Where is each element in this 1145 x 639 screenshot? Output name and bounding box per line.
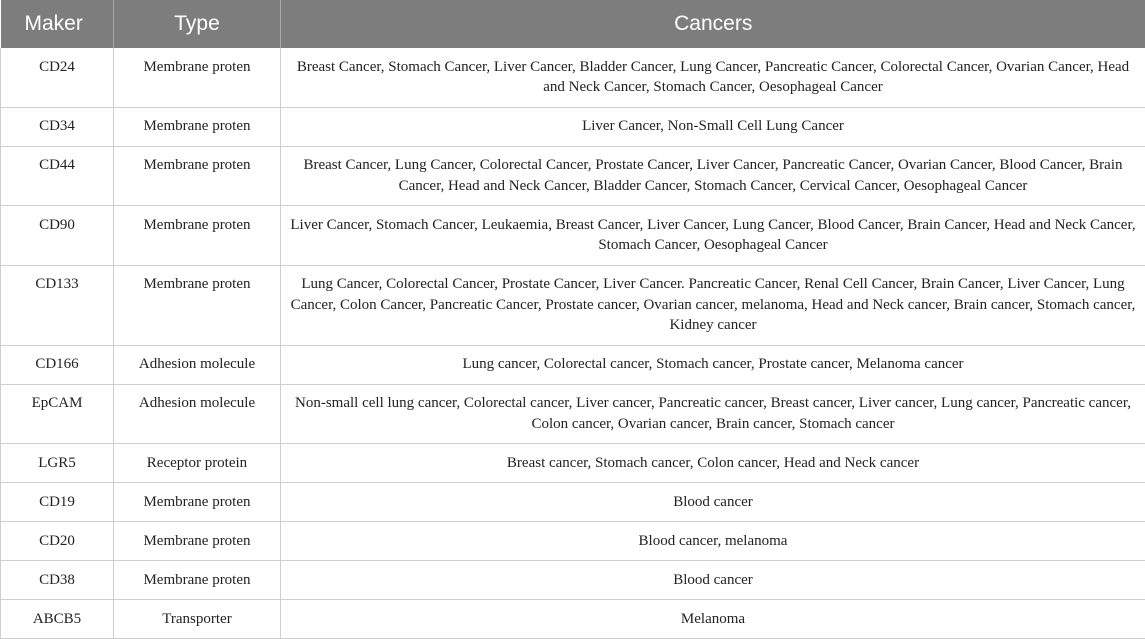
table-row xyxy=(1,384,1145,444)
cell-maker: CD44 xyxy=(1,146,114,206)
table-row xyxy=(1,561,1145,600)
cell-type: Membrane proten xyxy=(114,146,281,206)
table-row xyxy=(1,345,1145,384)
cell-type: Membrane proten xyxy=(114,48,281,107)
table-row xyxy=(1,483,1145,522)
table-row xyxy=(1,522,1145,561)
cell-cancers: Melanoma xyxy=(281,600,1145,639)
cell-cancers: Blood cancer xyxy=(281,483,1145,522)
cell-maker: ABCB5 xyxy=(1,600,114,639)
cell-type: Membrane proten xyxy=(114,483,281,522)
cell-cancers: Blood cancer xyxy=(281,561,1145,600)
cell-cancers: Breast cancer, Stomach cancer, Colon cancer, Head and Neck cancer xyxy=(281,444,1145,483)
cell-type: Adhesion molecule xyxy=(114,384,281,444)
cell-cancers: Breast Cancer, Lung Cancer, Colorectal Cancer, Prostate Cancer, Liver Cancer, Pancreatic Cancer, Ovarian Cancer, Blood Cancer, Brain Cancer, Head and Neck Cancer, Bladder Cancer, Stomach Cancer, Cervical Cancer, Oesophageal Cancer xyxy=(281,146,1145,206)
cell-maker: CD34 xyxy=(1,107,114,146)
table-row xyxy=(1,444,1145,483)
cell-maker: CD166 xyxy=(1,345,114,384)
cell-type: Membrane proten xyxy=(114,522,281,561)
header-type: Type xyxy=(114,0,281,48)
cell-cancers: Non-small cell lung cancer, Colorectal cancer, Liver cancer, Pancreatic cancer, Breast cancer, Liver cancer, Lung cancer, Pancreatic cancer, Colon cancer, Ovarian cancer, Brain cancer, Stomach cancer xyxy=(281,384,1145,444)
table-header xyxy=(1,0,1145,48)
cell-cancers: Lung Cancer, Colorectal Cancer, Prostate Cancer, Liver Cancer. Pancreatic Cancer, Renal Cell Cancer, Brain Cancer, Liver Cancer, Lung Cancer, Colon Cancer, Pancreatic Cancer, Prostate cancer, Ovarian cancer, melanoma, Head and Neck cancer, Brain cancer, Stomach cancer, Kidney cancer xyxy=(281,265,1145,345)
cell-maker: CD19 xyxy=(1,483,114,522)
table-row xyxy=(1,146,1145,206)
cell-cancers: Breast Cancer, Stomach Cancer, Liver Cancer, Bladder Cancer, Lung Cancer, Pancreatic Cancer, Colorectal Cancer, Ovarian Cancer, Head and Neck Cancer, Stomach Cancer, Oesophageal Cancer xyxy=(281,48,1145,107)
table-row xyxy=(1,206,1145,266)
cell-maker: CD90 xyxy=(1,206,114,266)
cell-maker: CD133 xyxy=(1,265,114,345)
header-cancers: Cancers xyxy=(281,0,1145,48)
cell-maker: CD20 xyxy=(1,522,114,561)
cell-maker: CD38 xyxy=(1,561,114,600)
header-maker: Maker xyxy=(1,0,114,48)
cell-type: Membrane proten xyxy=(114,265,281,345)
cell-cancers: Liver Cancer, Non-Small Cell Lung Cancer xyxy=(281,107,1145,146)
cell-maker: CD24 xyxy=(1,48,114,107)
cell-maker: EpCAM xyxy=(1,384,114,444)
cell-type: Membrane proten xyxy=(114,206,281,266)
header-row xyxy=(1,0,1145,48)
table-row xyxy=(1,265,1145,345)
cell-cancers: Blood cancer, melanoma xyxy=(281,522,1145,561)
cell-cancers: Lung cancer, Colorectal cancer, Stomach cancer, Prostate cancer, Melanoma cancer xyxy=(281,345,1145,384)
cell-maker: LGR5 xyxy=(1,444,114,483)
table-body xyxy=(1,48,1145,639)
cell-type: Transporter xyxy=(114,600,281,639)
cell-type: Membrane proten xyxy=(114,561,281,600)
cell-type: Adhesion molecule xyxy=(114,345,281,384)
table-row xyxy=(1,600,1145,639)
cell-type: Receptor protein xyxy=(114,444,281,483)
table-row xyxy=(1,48,1145,107)
cell-type: Membrane proten xyxy=(114,107,281,146)
cell-cancers: Liver Cancer, Stomach Cancer, Leukaemia, Breast Cancer, Liver Cancer, Lung Cancer, Blood Cancer, Brain Cancer, Head and Neck Cancer, Stomach Cancer, Oesophageal Cancer xyxy=(281,206,1145,266)
table-row xyxy=(1,107,1145,146)
